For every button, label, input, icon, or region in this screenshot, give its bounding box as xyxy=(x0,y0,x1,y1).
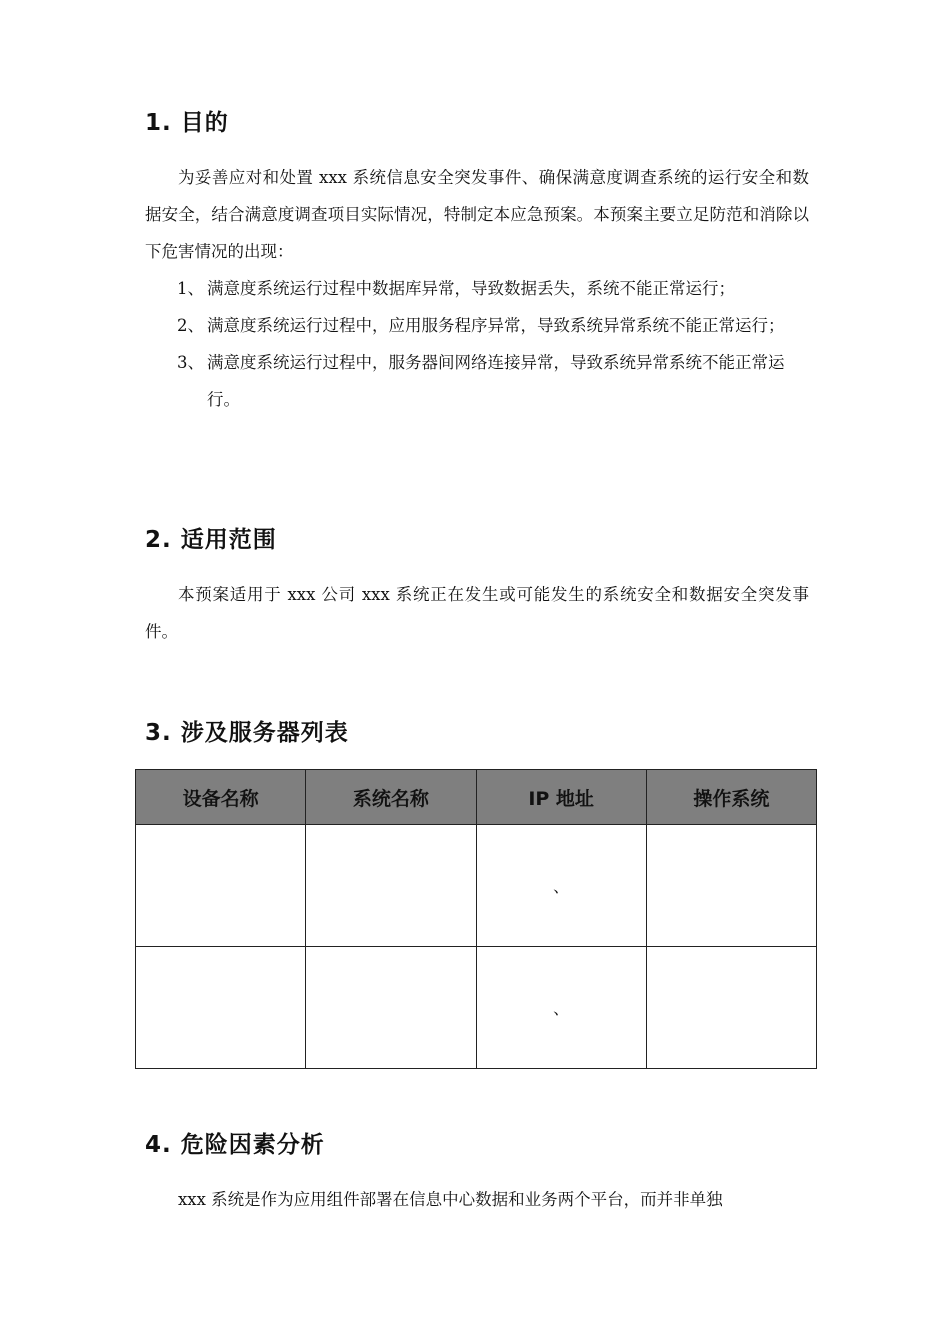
section-heading-risk-analysis: 4. 危险因素分析 xyxy=(145,1132,325,1158)
section-heading-scope: 2. 适用范围 xyxy=(145,527,277,553)
table-row xyxy=(136,825,817,947)
table-cell xyxy=(646,825,816,947)
table-cell: 、 xyxy=(476,825,646,947)
list-item-text: 满意度系统运行过程中，应用服务程序异常，导致系统异常系统不能正常运行； xyxy=(207,316,785,335)
list-item-text: 满意度系统运行过程中，服务器间网络连接异常，导致系统异常系统不能正常运行。 xyxy=(207,353,785,409)
hazard-list xyxy=(145,270,809,418)
table-row xyxy=(136,947,817,1069)
section-heading-purpose: 1. 目的 xyxy=(145,110,229,136)
column-header-ip-address: IP 地址 xyxy=(476,770,646,825)
table-cell: 、 xyxy=(476,947,646,1069)
table-cell xyxy=(136,947,306,1069)
risk-analysis-paragraph: xxx 系统是作为应用组件部署在信息中心数据和业务两个平台，而并非单独 xyxy=(178,1190,723,1209)
list-item-number: 3、 xyxy=(177,353,204,372)
table-cell xyxy=(646,947,816,1069)
column-header-system-name: 系统名称 xyxy=(306,770,476,825)
list-item-number: 1、 xyxy=(177,279,204,298)
purpose-paragraph: 为妥善应对和处置 xxx 系统信息安全突发事件、确保满意度调查系统的运行安全和数据安全，结合满意度调查项目实际情况，特制定本应急预案。本预案主要立足防范和消除以下危害情况的出现： xyxy=(145,168,809,261)
server-table xyxy=(135,769,817,1069)
table-cell xyxy=(306,825,476,947)
scope-paragraph: 本预案适用于 xxx 公司 xxx 系统正在发生或可能发生的系统安全和数据安全突发事件。 xyxy=(145,585,809,641)
section-heading-server-list: 3. 涉及服务器列表 xyxy=(145,720,349,746)
list-item xyxy=(145,344,809,418)
table-cell xyxy=(306,947,476,1069)
table-header-row xyxy=(136,770,817,825)
list-item xyxy=(145,307,809,344)
table-cell xyxy=(136,825,306,947)
list-item-number: 2、 xyxy=(177,316,204,335)
list-item xyxy=(145,270,809,307)
column-header-device-name: 设备名称 xyxy=(136,770,306,825)
column-header-os: 操作系统 xyxy=(646,770,816,825)
list-item-text: 满意度系统运行过程中数据库异常，导致数据丢失，系统不能正常运行； xyxy=(207,279,735,298)
